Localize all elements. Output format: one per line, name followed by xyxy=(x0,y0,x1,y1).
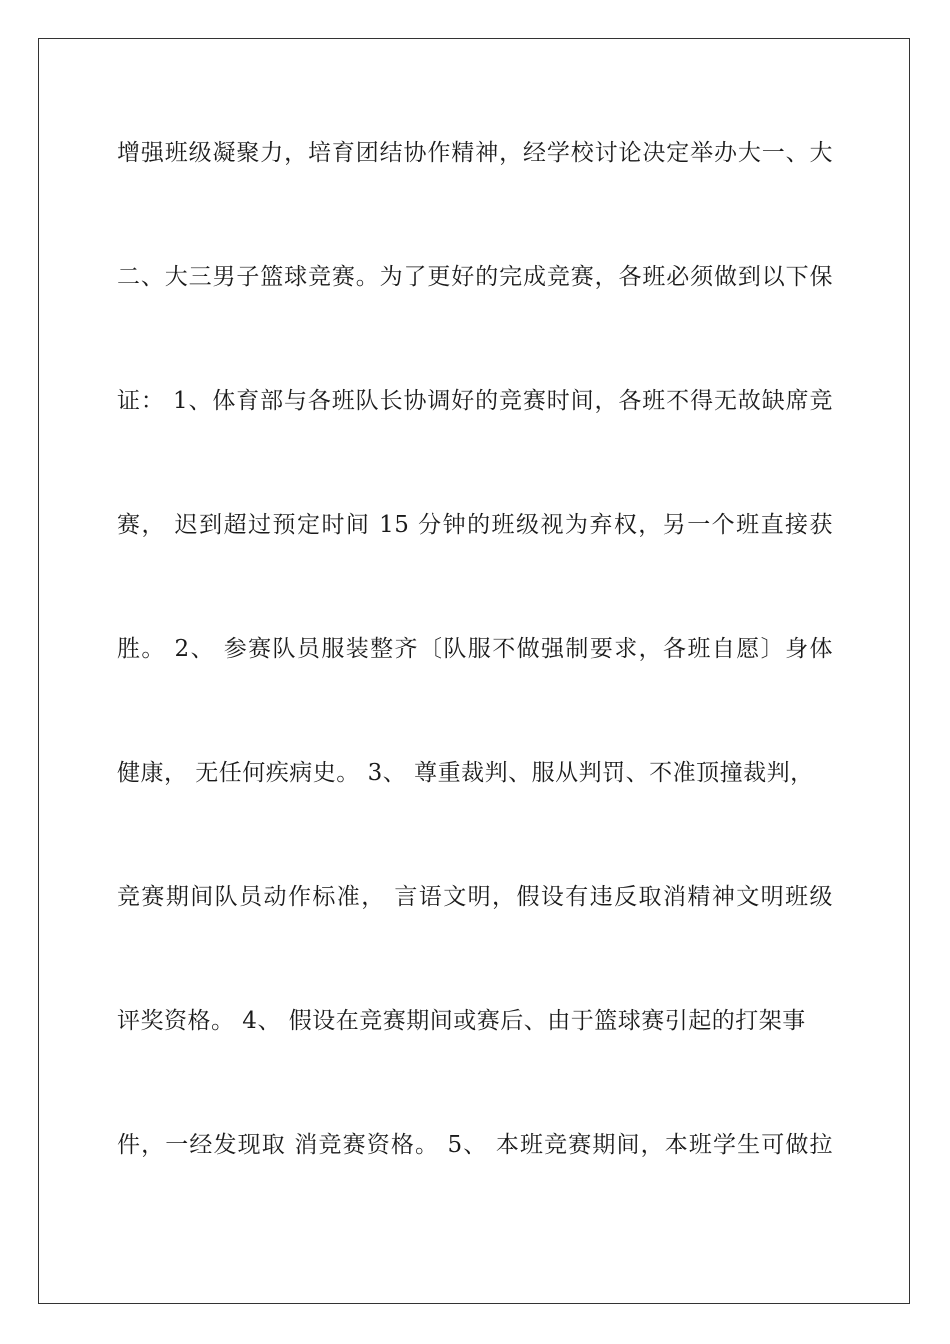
paragraph-line-6: 健康， 无任何疾病史。 3、 尊重裁判、服从判罚、不准顶撞裁判， xyxy=(117,760,814,786)
paragraph-line-2: 二、大三男子篮球竞赛。为了更好的完成竞赛，各班必须做到以下保 xyxy=(117,264,833,290)
paragraph-line-8: 评奖资格。 4、 假设在竞赛期间或赛后、由于篮球赛引起的打架事 xyxy=(117,1008,806,1034)
paragraph-line-5: 胜。 2、 参赛队员服装整齐〔队服不做强制要求，各班自愿〕身体 xyxy=(117,636,833,662)
page-border xyxy=(38,38,910,1304)
paragraph-line-4: 赛， 迟到超过预定时间 15 分钟的班级视为弃权，另一个班直接获 xyxy=(117,512,833,538)
paragraph-line-7: 竞赛期间队员动作标准， 言语文明，假设有违反取消精神文明班级 xyxy=(117,884,833,910)
paragraph-line-9: 件，一经发现取 消竞赛资格。 5、 本班竞赛期间，本班学生可做拉 xyxy=(117,1132,833,1158)
paragraph-line-1: 增强班级凝聚力，培育团结协作精神，经学校讨论决定举办大一、大 xyxy=(117,140,833,166)
paragraph-line-3: 证： 1、体育部与各班队长协调好的竞赛时间，各班不得无故缺席竞 xyxy=(117,388,833,414)
